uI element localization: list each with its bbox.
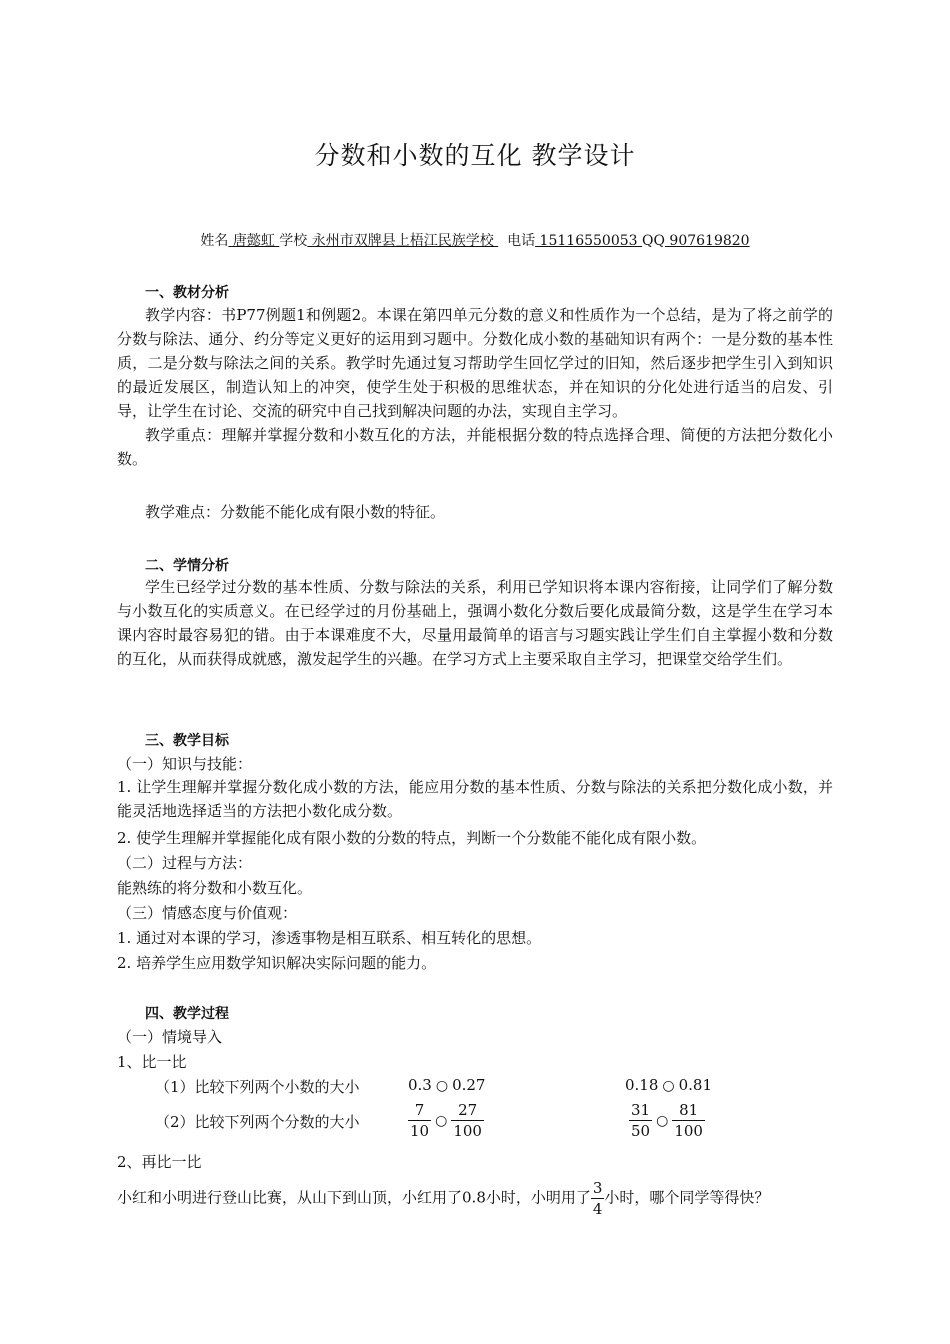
objective-item-1: 1. 让学生理解并掌握分数化成小数的方法，能应用分数的基本性质、分数与除法的关系把分数化成小数，并能灵活地选择适当的方法把小数化成分数。	[117, 778, 833, 820]
objective-subheading-3: （三）情感态度与价值观：	[117, 904, 298, 922]
fraction	[672, 1100, 705, 1141]
author-name: 唐懿虹	[228, 233, 280, 249]
story-text-end: 小时，哪个同学等得快？	[604, 1188, 770, 1207]
question-2-label: （2）比较下列两个分数的大小	[155, 1113, 360, 1131]
fraction-numerator: 27	[451, 1100, 484, 1121]
objective-item-3: 能熟练的将分数和小数互化。	[117, 879, 313, 897]
decimal-comparison-a	[408, 1076, 485, 1094]
document-title: 分数和小数的互化 教学设计	[314, 141, 636, 170]
step-2-label: 2、再比一比	[117, 1153, 202, 1171]
compare-circle-icon: ○	[656, 1112, 669, 1129]
qq-number: 907619820	[664, 233, 750, 249]
compare-circle-icon: ○	[435, 1112, 448, 1129]
fraction-denominator: 4	[592, 1200, 603, 1218]
story-text-start: 小红和小明进行登山比赛，从山下到山顶，小红用了0.8小时，小明用了	[117, 1188, 591, 1207]
story-problem	[117, 1178, 769, 1219]
section1-paragraph-content: 教学内容：书P77例题1和例题2。本课在第四单元分数的意义和性质作为一个总结，是为了将之前学的分数与除法、通分、约分等定义更好的运用到习题中。分数化成小数的基础知识有两个：一是分数的基本性质，二是分数与除法之间的关系。教学时先通过复习帮助学生回忆学过的旧知，然后逐步把学生引入到知识的最近发展区，制造认知上的冲突，使学生处于积极的思维状态，并在知识的分化处进行适当的启发、引导，让学生在讨论、交流的研究中自己找到解决问题的办法，实现自主学习。	[117, 306, 833, 420]
decimal-value: 0.18	[625, 1076, 659, 1094]
fraction-denominator: 100	[453, 1122, 482, 1140]
section-heading-3: 三、教学目标	[145, 733, 229, 749]
objective-item-5: 2. 培养学生应用数学知识解决实际问题的能力。	[117, 954, 437, 972]
fraction-numerator: 81	[672, 1100, 705, 1121]
fraction-denominator: 50	[631, 1122, 651, 1140]
compare-circle-icon: ○	[435, 1078, 449, 1094]
fraction	[451, 1100, 484, 1141]
objective-subheading-2: （二）过程与方法：	[117, 854, 253, 872]
fraction	[408, 1100, 431, 1141]
objective-subheading-1: （一）知识与技能：	[117, 755, 253, 773]
school-label: 学校	[279, 233, 308, 249]
fraction-denominator: 100	[674, 1122, 703, 1140]
compare-circle-icon: ○	[662, 1078, 675, 1094]
objective-item-4: 1. 通过对本课的学习，渗透事物是相互联系、相互转化的思想。	[117, 929, 542, 947]
decimal-value: 0.3	[408, 1076, 432, 1094]
question-1-label: （1）比较下列两个小数的大小	[155, 1078, 360, 1096]
school-name: 永州市双牌县上梧江民族学校	[307, 233, 499, 249]
section1-paragraph-difficulty: 教学难点：分数能不能化成有限小数的特征。	[145, 503, 446, 521]
fraction-numerator: 7	[408, 1100, 431, 1121]
decimal-value: 0.27	[452, 1076, 486, 1094]
objective-item-2: 2. 使学生理解并掌握能化成有限小数的分数的特点，判断一个分数能不能化成有限小数。	[117, 829, 707, 847]
decimal-value: 0.81	[678, 1076, 713, 1094]
fraction-numerator: 31	[631, 1101, 651, 1119]
decimal-comparison-b	[625, 1076, 712, 1094]
qq-label: QQ	[642, 233, 665, 249]
phone-number: 15116550053	[535, 233, 642, 249]
fraction-comparison-b	[629, 1100, 705, 1141]
section1-paragraph-key-points: 教学重点：理解并掌握分数和小数互化的方法，并能根据分数的特点选择合理、简便的方法把分数化小数。	[117, 426, 833, 468]
section2-paragraph: 学生已经学过分数的基本性质、分数与除法的关系，利用已学知识将本课内容衔接，让同学们了解分数与小数互化的实质意义。在已经学过的月份基础上，强调小数化分数后要化成最简分数，这是学生在学习本课内容时最容易犯的错。由于本课难度不大，尽量用最简单的语言与习题实践让学生们自主掌握小数和分数的互化，从而获得成就感，激发起学生的兴趣。在学习方式上主要采取自主学习，把课堂交给学生们。	[117, 578, 833, 668]
fraction-comparison-a	[408, 1100, 484, 1141]
step-1-label: 1、比一比	[117, 1053, 187, 1071]
section-heading-1: 一、教材分析	[145, 285, 229, 301]
name-label: 姓名	[200, 233, 229, 249]
section-heading-4: 四、教学过程	[145, 1006, 229, 1022]
fraction-numerator: 3	[592, 1179, 603, 1197]
author-info-line	[117, 230, 833, 250]
fraction	[629, 1100, 652, 1141]
section-heading-2: 二、学情分析	[145, 558, 229, 574]
phone-label: 电话	[507, 233, 536, 249]
process-subheading-1: （一）情境导入	[117, 1028, 223, 1046]
fraction-denominator: 10	[410, 1122, 430, 1140]
fraction	[591, 1178, 605, 1219]
